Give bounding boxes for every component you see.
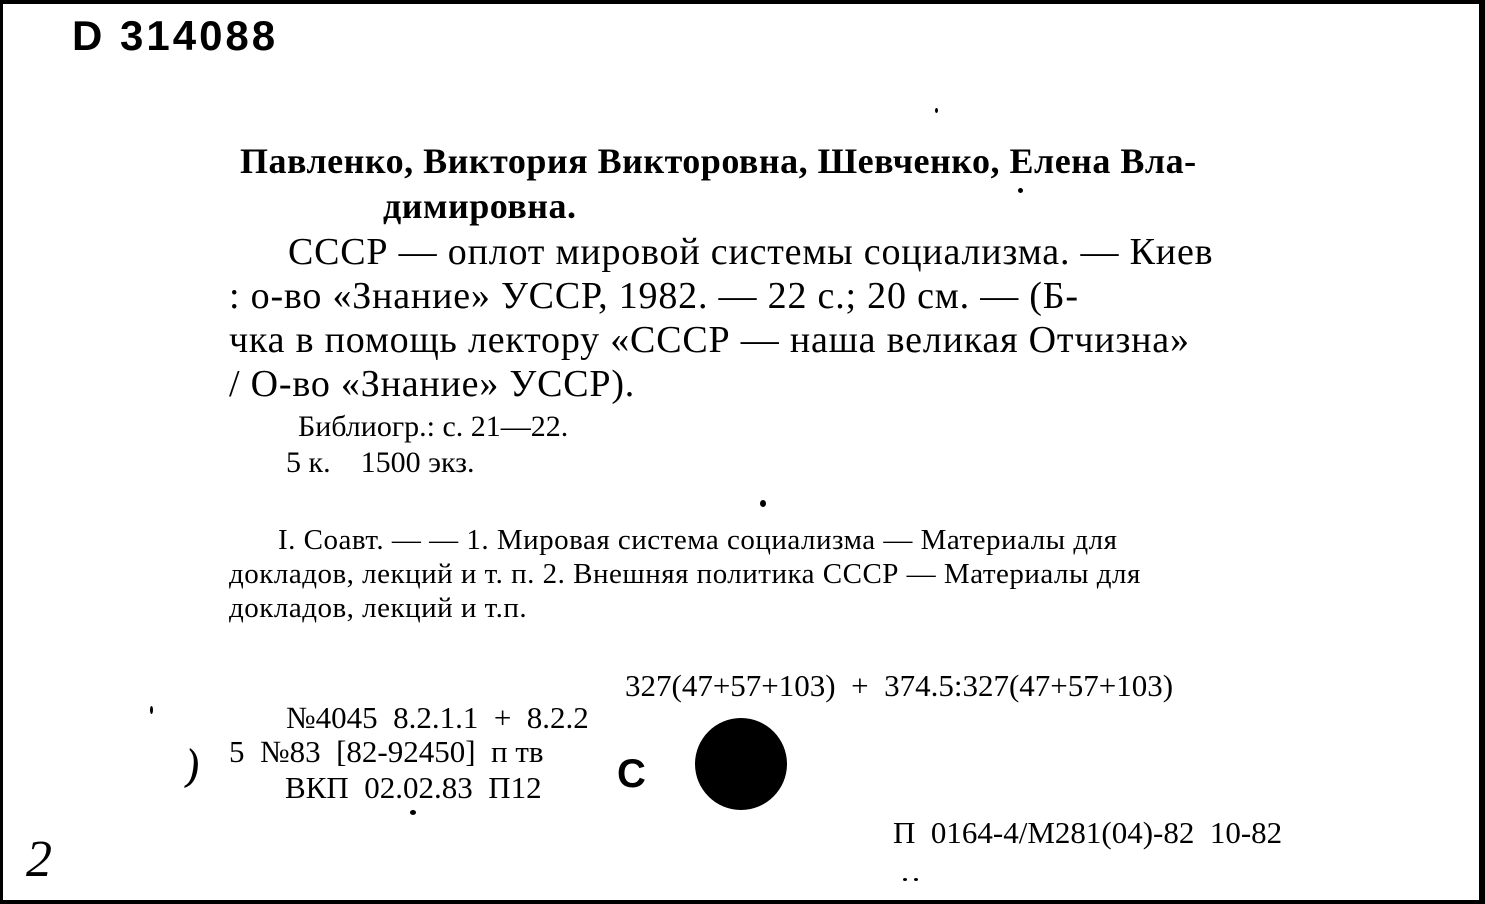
card-border-left — [0, 0, 3, 904]
ink-speck — [1018, 188, 1023, 193]
description-line-4: / О-во «Знание» УССР). — [229, 363, 636, 405]
registration-line-1: №4045 8.2.1.1 + 8.2.2 — [286, 700, 589, 735]
classification-code: 327(47+57+103) + 374.5:327(47+57+103) — [625, 668, 1174, 703]
card-border-right — [1479, 0, 1485, 904]
card-border-bottom — [0, 900, 1485, 904]
ink-speck — [760, 500, 766, 507]
ink-speck — [410, 810, 416, 815]
subject-notes-line-2: докладов, лекций и т. п. 2. Внешняя политика СССР — Материалы для — [229, 558, 1141, 590]
card-border-top — [0, 0, 1485, 4]
index-code: П 0164-4/М281(04)-82 10-82 — [893, 815, 1283, 850]
subject-notes-line-3: докладов, лекций и т.п. — [229, 592, 528, 624]
ink-speck — [150, 706, 153, 714]
stamp-letter: С — [617, 752, 646, 796]
description-line-1: СССР — оплот мировой системы социализма. — Киев — [288, 231, 1214, 273]
registration-line-2: 5 №83 [82-92450] п тв — [229, 734, 544, 769]
bibliography-note: Библиогр.: с. 21—22. — [298, 410, 569, 443]
description-line-2: : о-во «Знание» УССР, 1982. — 22 с.; 20 см. — (Б- — [229, 275, 1079, 317]
authors-line-2: димировна. — [383, 186, 577, 226]
price-copies: 5 к. 1500 экз. — [286, 446, 475, 479]
pencil-stroke: ) — [180, 741, 205, 794]
registration-line-3: ВКП 02.02.83 П12 — [285, 770, 542, 805]
ink-speck — [935, 108, 938, 113]
handwritten-mark: 2 — [26, 831, 52, 888]
call-number: D 314088 — [72, 12, 279, 59]
authors-line-1: Павленко, Виктория Викторовна, Шевченко, Елена Вла- — [240, 141, 1197, 181]
subject-notes-line-1: I. Соавт. — — 1. Мировая система социализма — Материалы для — [278, 524, 1118, 556]
ink-speck — [914, 878, 918, 881]
description-line-3: чка в помощь лектору «СССР — наша великая Отчизна» — [229, 319, 1190, 361]
punch-hole-dot — [695, 718, 787, 810]
ink-speck — [903, 878, 907, 881]
